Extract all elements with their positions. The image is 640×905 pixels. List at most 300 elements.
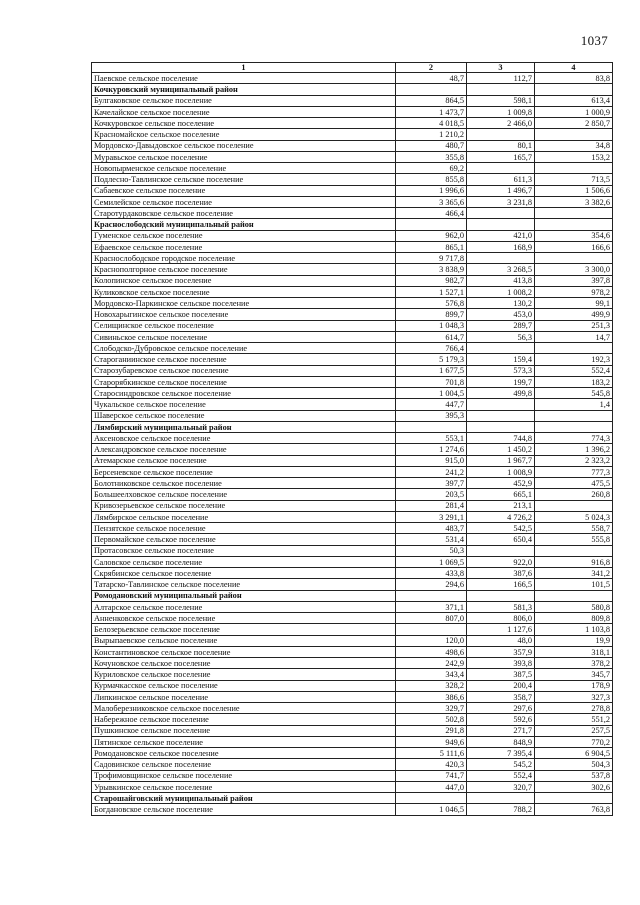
value-c2: 371,1: [396, 601, 467, 612]
header-row: [92, 63, 613, 73]
settlement-name: Богдановское сельское поселение: [92, 804, 396, 815]
value-c3: [467, 163, 535, 174]
value-c4: 475,5: [535, 478, 613, 489]
value-c2: 386,6: [396, 691, 467, 702]
table-row: [92, 534, 613, 545]
settlement-name: Первомайское сельское поселение: [92, 534, 396, 545]
settlement-name: Белозерьевское сельское поселение: [92, 624, 396, 635]
settlement-name: Пензятское сельское поселение: [92, 523, 396, 534]
table-row: [92, 455, 613, 466]
value-c2: 865,1: [396, 241, 467, 252]
table-row: [92, 624, 613, 635]
value-c2: 614,7: [396, 331, 467, 342]
value-c2: 5 111,6: [396, 748, 467, 759]
value-c4: 101,5: [535, 579, 613, 590]
table-row: [92, 680, 613, 691]
settlement-name: Новохарыгинское сельское поселение: [92, 309, 396, 320]
value-c2: 328,2: [396, 680, 467, 691]
section-row: [92, 793, 613, 804]
table-row: [92, 433, 613, 444]
table-row: [92, 545, 613, 556]
empty-cell: [535, 590, 613, 601]
value-c4: [535, 500, 613, 511]
value-c3: 806,0: [467, 613, 535, 624]
settlement-name: Саловское сельское поселение: [92, 556, 396, 567]
value-c3: 271,7: [467, 725, 535, 736]
value-c4: 809,8: [535, 613, 613, 624]
value-c4: 537,8: [535, 770, 613, 781]
value-c4: 83,8: [535, 73, 613, 84]
table-row: [92, 770, 613, 781]
value-c3: 552,4: [467, 770, 535, 781]
table-row: [92, 343, 613, 354]
budget-table: [91, 62, 613, 816]
value-c2: 1 069,5: [396, 556, 467, 567]
value-c3: 611,3: [467, 174, 535, 185]
value-c3: 165,7: [467, 151, 535, 162]
value-c2: 120,0: [396, 635, 467, 646]
value-c4: 178,9: [535, 680, 613, 691]
value-c3: 80,1: [467, 140, 535, 151]
table-row: [92, 748, 613, 759]
district-title: Лямбирский муниципальный район: [92, 421, 396, 432]
table-row: [92, 73, 613, 84]
value-c2: 1 473,7: [396, 106, 467, 117]
settlement-name: Старорябкинское сельское поселение: [92, 376, 396, 387]
value-c2: 3 291,1: [396, 511, 467, 522]
table-row: [92, 511, 613, 522]
table-row: [92, 579, 613, 590]
value-c3: [467, 253, 535, 264]
value-c2: 447,7: [396, 399, 467, 410]
table-row: [92, 568, 613, 579]
empty-cell: [396, 793, 467, 804]
value-c4: 397,8: [535, 275, 613, 286]
value-c3: 421,0: [467, 230, 535, 241]
value-c4: 6 904,5: [535, 748, 613, 759]
settlement-name: Атемарское сельское поселение: [92, 455, 396, 466]
value-c4: 153,2: [535, 151, 613, 162]
value-c4: 34,8: [535, 140, 613, 151]
settlement-name: Александровское сельское поселение: [92, 444, 396, 455]
table-row: [92, 286, 613, 297]
settlement-name: Садовинское сельское поселение: [92, 759, 396, 770]
value-c2: 949,6: [396, 736, 467, 747]
value-c3: 413,8: [467, 275, 535, 286]
value-c3: 4 726,2: [467, 511, 535, 522]
value-c4: 1 396,2: [535, 444, 613, 455]
table-row: [92, 691, 613, 702]
value-c2: 531,4: [396, 534, 467, 545]
settlement-name: Лямбирское сельское поселение: [92, 511, 396, 522]
value-c2: 1 274,6: [396, 444, 467, 455]
value-c2: 1 677,5: [396, 365, 467, 376]
value-c3: 48,0: [467, 635, 535, 646]
value-c4: 555,8: [535, 534, 613, 545]
empty-cell: [396, 219, 467, 230]
header-col-4: 4: [535, 63, 613, 73]
table-row: [92, 646, 613, 657]
value-c4: 1 103,8: [535, 624, 613, 635]
value-c3: 542,5: [467, 523, 535, 534]
section-row: [92, 84, 613, 95]
table-row: [92, 804, 613, 815]
empty-cell: [535, 421, 613, 432]
value-c4: 552,4: [535, 365, 613, 376]
settlement-name: Куриловское сельское поселение: [92, 669, 396, 680]
settlement-name: Сивиньское сельское поселение: [92, 331, 396, 342]
empty-cell: [467, 793, 535, 804]
settlement-name: Аксеновское сельское поселение: [92, 433, 396, 444]
value-c4: 327,3: [535, 691, 613, 702]
value-c2: 48,7: [396, 73, 467, 84]
settlement-name: Берсеневское сельское поселение: [92, 466, 396, 477]
value-c4: 2 323,2: [535, 455, 613, 466]
settlement-name: Краснополгорное сельское поселение: [92, 264, 396, 275]
settlement-name: Алтарское сельское поселение: [92, 601, 396, 612]
table-row: [92, 163, 613, 174]
district-title: Краснослободский муниципальный район: [92, 219, 396, 230]
table-row: [92, 478, 613, 489]
value-c4: [535, 208, 613, 219]
table-row: [92, 241, 613, 252]
settlement-name: Кривозерьевское сельское поселение: [92, 500, 396, 511]
table-row: [92, 298, 613, 309]
value-c2: 69,2: [396, 163, 467, 174]
table-row: [92, 725, 613, 736]
settlement-name: Большеелховское сельское поселение: [92, 489, 396, 500]
settlement-name: Красномайское сельское поселение: [92, 129, 396, 140]
settlement-name: Селищинское сельское поселение: [92, 320, 396, 331]
district-title: Кочкуровский муниципальный район: [92, 84, 396, 95]
value-c4: 978,2: [535, 286, 613, 297]
table-row: [92, 106, 613, 117]
header-col-3: 3: [467, 63, 535, 73]
table-row: [92, 556, 613, 567]
settlement-name: Качелайское сельское поселение: [92, 106, 396, 117]
value-c2: 294,6: [396, 579, 467, 590]
value-c4: 183,2: [535, 376, 613, 387]
value-c3: 545,2: [467, 759, 535, 770]
settlement-name: Чукальское сельское поселение: [92, 399, 396, 410]
settlement-name: Подлесно-Тавлинское сельское поселение: [92, 174, 396, 185]
table-row: [92, 635, 613, 646]
value-c3: 3 231,8: [467, 196, 535, 207]
settlement-name: Колопинское сельское поселение: [92, 275, 396, 286]
settlement-name: Пушкинское сельское поселение: [92, 725, 396, 736]
settlement-name: Шаверское сельское поселение: [92, 410, 396, 421]
value-c2: 915,0: [396, 455, 467, 466]
value-c2: 241,2: [396, 466, 467, 477]
table-row: [92, 320, 613, 331]
value-c2: 466,4: [396, 208, 467, 219]
value-c2: 433,8: [396, 568, 467, 579]
table-row: [92, 388, 613, 399]
value-c3: 788,2: [467, 804, 535, 815]
value-c4: 257,5: [535, 725, 613, 736]
value-c4: 1 000,9: [535, 106, 613, 117]
value-c3: 848,9: [467, 736, 535, 747]
table-row: [92, 376, 613, 387]
settlement-name: Татарско-Тавлинское сельское поселение: [92, 579, 396, 590]
value-c3: 581,3: [467, 601, 535, 612]
settlement-name: Кочуновское сельское поселение: [92, 658, 396, 669]
value-c4: 260,8: [535, 489, 613, 500]
value-c2: 1 527,1: [396, 286, 467, 297]
value-c2: 1 046,5: [396, 804, 467, 815]
table-row: [92, 500, 613, 511]
value-c4: 14,7: [535, 331, 613, 342]
value-c4: 3 382,6: [535, 196, 613, 207]
empty-cell: [535, 84, 613, 95]
value-c4: 580,8: [535, 601, 613, 612]
value-c3: 744,8: [467, 433, 535, 444]
table-row: [92, 118, 613, 129]
value-c2: 741,7: [396, 770, 467, 781]
table-row: [92, 601, 613, 612]
settlement-name: Слободско-Дубровское сельское поселение: [92, 343, 396, 354]
settlement-name: Ромодановское сельское поселение: [92, 748, 396, 759]
value-c3: 3 268,5: [467, 264, 535, 275]
settlement-name: Кочкуровское сельское поселение: [92, 118, 396, 129]
table-row: [92, 275, 613, 286]
settlement-name: Липкинское сельское поселение: [92, 691, 396, 702]
value-c4: 777,3: [535, 466, 613, 477]
value-c2: 4 018,5: [396, 118, 467, 129]
value-c4: 504,3: [535, 759, 613, 770]
value-c3: 297,6: [467, 703, 535, 714]
settlement-name: Краснослободское городское поселение: [92, 253, 396, 264]
settlement-name: Ефаевское сельское поселение: [92, 241, 396, 252]
settlement-name: Сабаевское сельское поселение: [92, 185, 396, 196]
value-c4: 499,9: [535, 309, 613, 320]
value-c2: 329,7: [396, 703, 467, 714]
value-c2: 701,8: [396, 376, 467, 387]
value-c2: 5 179,3: [396, 354, 467, 365]
value-c3: [467, 399, 535, 410]
value-c3: 387,5: [467, 669, 535, 680]
value-c2: 766,4: [396, 343, 467, 354]
value-c3: [467, 545, 535, 556]
settlement-name: Анненковское сельское поселение: [92, 613, 396, 624]
value-c2: 807,0: [396, 613, 467, 624]
value-c3: 499,8: [467, 388, 535, 399]
settlement-name: Курмачкасское сельское поселение: [92, 680, 396, 691]
settlement-name: Вырыпаевское сельское поселение: [92, 635, 396, 646]
district-title: Старошайговский муниципальный район: [92, 793, 396, 804]
value-c3: 1 127,6: [467, 624, 535, 635]
value-c3: 1 009,8: [467, 106, 535, 117]
empty-cell: [467, 84, 535, 95]
settlement-name: Болотниковское сельское поселение: [92, 478, 396, 489]
value-c3: 393,8: [467, 658, 535, 669]
table-row: [92, 174, 613, 185]
value-c3: 168,9: [467, 241, 535, 252]
value-c3: 453,0: [467, 309, 535, 320]
value-c3: 1 008,9: [467, 466, 535, 477]
value-c4: [535, 253, 613, 264]
table-row: [92, 781, 613, 792]
table-row: [92, 208, 613, 219]
value-c3: 357,9: [467, 646, 535, 657]
value-c3: 289,7: [467, 320, 535, 331]
value-c3: 1 450,2: [467, 444, 535, 455]
table-row: [92, 151, 613, 162]
value-c4: [535, 343, 613, 354]
value-c4: [535, 129, 613, 140]
table-row: [92, 736, 613, 747]
value-c2: 343,4: [396, 669, 467, 680]
value-c2: 291,8: [396, 725, 467, 736]
settlement-name: Пятинское сельское поселение: [92, 736, 396, 747]
value-c4: 545,8: [535, 388, 613, 399]
value-c4: 378,2: [535, 658, 613, 669]
empty-cell: [467, 421, 535, 432]
settlement-name: Мордовско-Давыдовское сельское поселение: [92, 140, 396, 151]
value-c3: 130,2: [467, 298, 535, 309]
value-c4: 916,8: [535, 556, 613, 567]
value-c2: 498,6: [396, 646, 467, 657]
value-c3: 452,9: [467, 478, 535, 489]
table-row: [92, 331, 613, 342]
settlement-name: Булгаковское сельское поселение: [92, 95, 396, 106]
value-c2: 1 004,5: [396, 388, 467, 399]
value-c3: 573,3: [467, 365, 535, 376]
header-col-2: 2: [396, 63, 467, 73]
table-row: [92, 613, 613, 624]
value-c4: 2 850,7: [535, 118, 613, 129]
value-c3: [467, 343, 535, 354]
settlement-name: Мордовско-Паркинское сельское поселение: [92, 298, 396, 309]
value-c3: [467, 410, 535, 421]
page-number: 1037: [580, 33, 608, 48]
value-c2: 203,5: [396, 489, 467, 500]
settlement-name: Новопырменское сельское поселение: [92, 163, 396, 174]
value-c2: 9 717,8: [396, 253, 467, 264]
value-c4: 613,4: [535, 95, 613, 106]
empty-cell: [467, 219, 535, 230]
value-c2: 420,3: [396, 759, 467, 770]
settlement-name: Старосиндровское сельское поселение: [92, 388, 396, 399]
value-c3: 2 466,0: [467, 118, 535, 129]
value-c3: 159,4: [467, 354, 535, 365]
table-row: [92, 365, 613, 376]
value-c3: 199,7: [467, 376, 535, 387]
value-c3: 358,7: [467, 691, 535, 702]
section-row: [92, 219, 613, 230]
value-c4: 251,3: [535, 320, 613, 331]
table-row: [92, 95, 613, 106]
settlement-name: Малоберезниковское сельское поселение: [92, 703, 396, 714]
value-c2: 281,4: [396, 500, 467, 511]
value-c4: [535, 545, 613, 556]
value-c3: [467, 129, 535, 140]
value-c4: 341,2: [535, 568, 613, 579]
settlement-name: Константиновское сельское поселение: [92, 646, 396, 657]
value-c2: 1 210,2: [396, 129, 467, 140]
value-c4: 99,1: [535, 298, 613, 309]
value-c3: 166,5: [467, 579, 535, 590]
value-c3: 112,7: [467, 73, 535, 84]
value-c3: [467, 208, 535, 219]
table-row: [92, 185, 613, 196]
table-row: [92, 253, 613, 264]
value-c2: 395,3: [396, 410, 467, 421]
value-c4: 5 024,3: [535, 511, 613, 522]
settlement-name: Протасовское сельское поселение: [92, 545, 396, 556]
table-row: [92, 466, 613, 477]
empty-cell: [396, 84, 467, 95]
empty-cell: [467, 590, 535, 601]
table-row: [92, 129, 613, 140]
value-c2: 3 365,6: [396, 196, 467, 207]
value-c4: [535, 163, 613, 174]
value-c4: 1,4: [535, 399, 613, 410]
value-c3: 665,1: [467, 489, 535, 500]
value-c4: 278,8: [535, 703, 613, 714]
table-row: [92, 140, 613, 151]
empty-cell: [396, 421, 467, 432]
table-row: [92, 489, 613, 500]
settlement-name: Набережное сельское поселение: [92, 714, 396, 725]
empty-cell: [535, 793, 613, 804]
table-row: [92, 399, 613, 410]
empty-cell: [535, 219, 613, 230]
value-c3: 320,7: [467, 781, 535, 792]
value-c2: 397,7: [396, 478, 467, 489]
table-body: [92, 63, 613, 816]
settlement-name: Муравьское сельское поселение: [92, 151, 396, 162]
value-c4: 770,2: [535, 736, 613, 747]
settlement-name: Скрябинское сельское поселение: [92, 568, 396, 579]
value-c4: 763,8: [535, 804, 613, 815]
value-c3: 598,1: [467, 95, 535, 106]
value-c3: 56,3: [467, 331, 535, 342]
value-c2: [396, 624, 467, 635]
table-row: [92, 309, 613, 320]
table-row: [92, 410, 613, 421]
value-c4: 166,6: [535, 241, 613, 252]
table-row: [92, 759, 613, 770]
table-row: [92, 669, 613, 680]
value-c3: 1 967,7: [467, 455, 535, 466]
value-c4: 774,3: [535, 433, 613, 444]
table-row: [92, 444, 613, 455]
value-c4: 3 300,0: [535, 264, 613, 275]
value-c2: 855,8: [396, 174, 467, 185]
value-c2: 1 048,3: [396, 320, 467, 331]
table-row: [92, 264, 613, 275]
value-c4: 713,5: [535, 174, 613, 185]
value-c4: 1 506,6: [535, 185, 613, 196]
value-c2: 962,0: [396, 230, 467, 241]
value-c3: 7 395,4: [467, 748, 535, 759]
value-c2: 553,1: [396, 433, 467, 444]
value-c4: 302,6: [535, 781, 613, 792]
value-c3: 387,6: [467, 568, 535, 579]
value-c2: 982,7: [396, 275, 467, 286]
value-c4: 19,9: [535, 635, 613, 646]
settlement-name: Паевское сельское поселение: [92, 73, 396, 84]
section-row: [92, 421, 613, 432]
value-c2: 899,7: [396, 309, 467, 320]
settlement-name: Старозубаревское сельское поселение: [92, 365, 396, 376]
value-c2: 483,7: [396, 523, 467, 534]
value-c2: 242,9: [396, 658, 467, 669]
header-col-1: 1: [92, 63, 396, 73]
value-c3: 650,4: [467, 534, 535, 545]
table-row: [92, 523, 613, 534]
